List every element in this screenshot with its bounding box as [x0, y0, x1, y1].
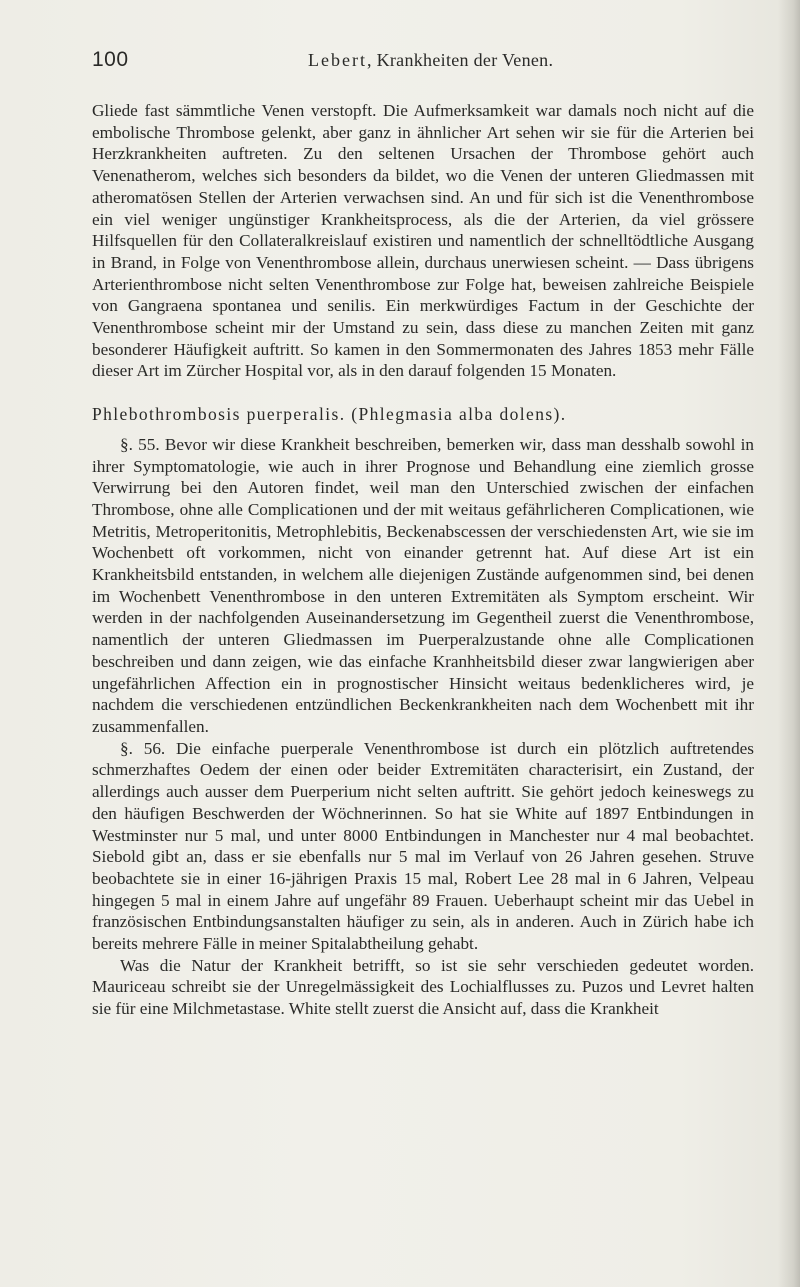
- section-heading: Phlebothrombosis puerperalis. (Phlegmasia alba dolens).: [92, 404, 567, 425]
- page-number: 100: [92, 48, 129, 71]
- running-head: [308, 50, 553, 71]
- paragraph-section-56: §. 56. Die einfache puerperale Venenthrombose ist durch ein plötzlich auftretendes schmerzhaftes Oedem der einen oder beider Extremitäten characterisirt, ein Zustand, der allerdings auch ausser dem Puerperium nicht selten auftritt. Sie gehört jedoch keineswegs zu den häufigen Beschwerden der Wöchnerinnen. So hat sie White auf 1897 Entbindungen in Westminster nur 5 mal, und unter 8000 Entbindungen in Manchester nur 4 mal beobachtet. Siebold gibt an, dass er sie ebenfalls nur 5 mal im Verlauf von 26 Jahren gesehen. Struve beobachtete sie in einer 16-jährigen Praxis 15 mal, Robert Lee 28 mal in 6 Jahren, Velpeau hingegen 5 mal in einem Jahre auf ungefähr 89 Frauen. Ueberhaupt scheint mir das Uebel in französischen Entbindungsanstalten häufiger zu sein, als in anderen. Auch in Zürich habe ich bereits mehrere Fälle in meiner Spitalabtheilung gehabt.: [92, 738, 754, 954]
- paragraph-section-55: §. 55. Bevor wir diese Krankheit beschreiben, bemerken wir, dass man desshalb sowohl in ihrer Symptomatologie, wie auch in ihrer Prognose und Behandlung eine ziemlich grosse Verwirrung bei den Autoren findet, weil man den Unterschied zwischen der einfachen Thrombose, ohne alle Complicationen und der mit weitaus gefährlicheren Complicationen, wie Metritis, Metroperitonitis, Metrophlebitis, Beckenabscessen der verschiedensten Art, wie sie im Wochenbett oft vorkommen, nicht von einander getrennt hat. Auf diese Art ist ein Krankheitsbild entstanden, in welchem alle diejenigen Zustände aufgenommen sind, bei denen im Wochenbett Venenthrombose in den unteren Extremitäten als Symptom erscheint. Wir werden in der nachfolgenden Auseinandersetzung im Gegentheil zuerst die Venenthrombose, namentlich der unteren Gliedmassen im Puerperalzustande ohne alle Complicationen beschreiben und dann zeigen, wie das einfache Kranhheitsbild dieser zwar langwierigen aber ungefährlichen Affection ein in prognostischer Hinsicht weitaus bedenklicheres wird, je nachdem die verschiedenen entzündlichen Beckenkrankheiten nach dem Wochenbett mit ihr zusammenfallen.: [92, 434, 754, 736]
- page-edge-shadow: [778, 0, 800, 1287]
- running-head-author: Lebert: [308, 50, 367, 70]
- body-text: [92, 100, 754, 1020]
- paragraph-venenthrombose-continuation: Gliede fast sämmtliche Venen verstopft. Die Aufmerksamkeit war damals noch nicht auf die embolische Thrombose gelenkt, aber ganz in ähnlicher Art sehen wir sie für die Arterien bei Herzkrankheiten auftreten. Zu den seltenen Ursachen der Thrombose gehört auch Venenatherom, welches sich besonders da bildet, wo die Venen der unteren Gliedmassen mit atheromatösen Stellen der Arterien verwachsen sind. An und für sich ist die Venenthrombose ein viel weniger ungünstiger Krankheitsprocess, als die der Arterien, da viel grössere Hilfsquellen für den Collateralkreislauf existiren und namentlich der schnelltödtliche Ausgang in Brand, in Folge von Venenthrombose allein, durchaus unerwiesen scheint. — Dass übrigens Arterienthrombose nicht selten Venenthrombose zur Folge hat, beweisen zahlreiche Beispiele von Gangraena spontanea und senilis. Ein merkwürdiges Factum in der Geschichte der Venenthrombose scheint mir der Umstand zu sein, dass diese zu manchen Zeiten mit ganz besonderer Häufigkeit auftritt. So kamen in den Sommermonaten des Jahres 1853 mehr Fälle dieser Art im Zürcher Hospital vor, als in den darauf folgenden 15 Monaten.: [92, 101, 754, 381]
- paragraph-nature-of-disease: Was die Natur der Krankheit betrifft, so ist sie sehr verschieden gedeutet worden. Mauriceau schreibt sie der Unregelmässigkeit des Lochialflusses zu. Puzos und Levret halten sie für eine Milchmetastase. White stellt zuerst die Ansicht auf, dass die Krankheit: [92, 955, 754, 1019]
- page-header: [92, 48, 752, 78]
- running-head-title: , Krankheiten der Venen.: [366, 50, 554, 70]
